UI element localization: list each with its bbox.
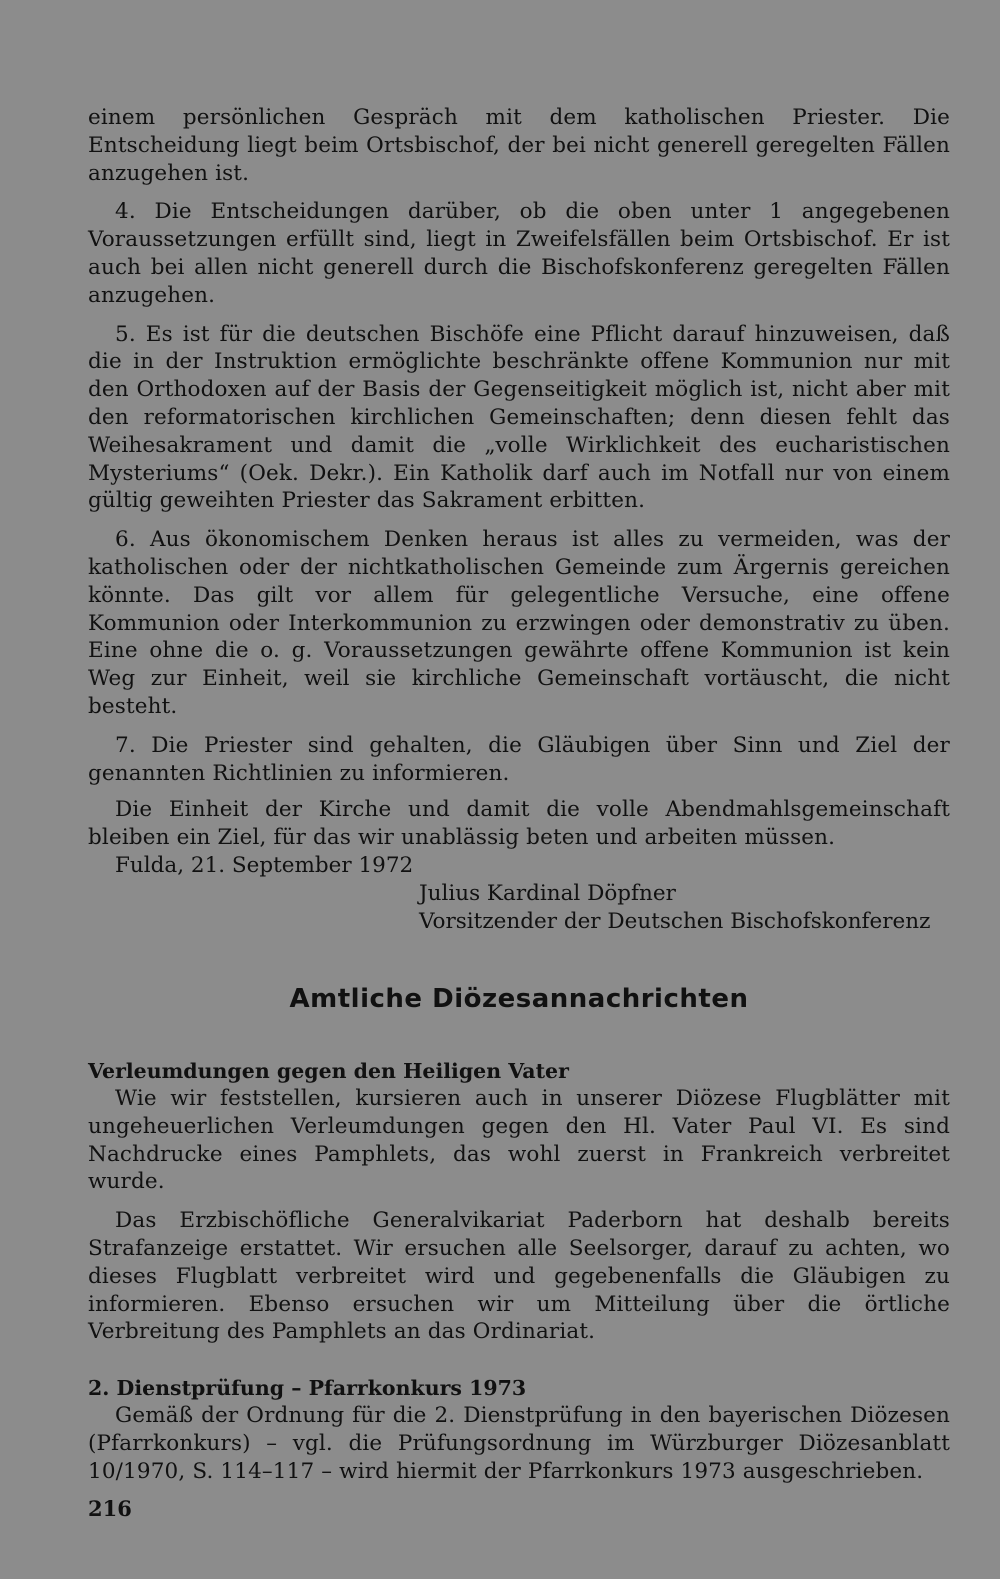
page-number: 216 <box>88 1496 132 1521</box>
page-body <box>88 104 950 1484</box>
article-1-paragraph-2: Das Erzbischöfliche Generalvikariat Paderborn hat deshalb bereits Strafanzeige erstattet. Wir ersuchen alle Seelsorger, darauf zu achten, wo dieses Flugblatt verbreitet wird und gegebenenfalls die Gläubigen zu informieren. Ebenso ersuchen wir um Mitteilung über die örtliche Verbreitung des Pamphlets an das Ordinariat. <box>88 1208 950 1345</box>
paragraph-item-7: 7. Die Priester sind gehalten, die Gläubigen über Sinn und Ziel der genannten Richtlinien zu informieren. <box>88 732 950 786</box>
paragraph-item-5: 5. Es ist für die deutschen Bischöfe eine Pflicht darauf hinzuweisen, daß die in der Instruktion ermöglichte beschränkte offene Kommunion nur mit den Orthodoxen auf der Basis der Gegenseitigkeit möglich ist, nicht aber mit den reformatorischen kirchlichen Gemeinschaften; denn diesen fehlt das Weihesakrament und damit die „volle Wirklichkeit des eucharistischen Mysteriums“ (Oek. Dekr.). Ein Katholik darf auch im Notfall nur von einem gültig geweihten Priester das Sakrament erbitten. <box>88 321 950 514</box>
paragraph-closing: Die Einheit der Kirche und damit die volle Abendmahlsgemeinschaft bleiben ein Ziel, für das wir unablässig beten und arbeiten müssen. <box>88 797 950 851</box>
date-line: Fulda, 21. September 1972 <box>115 852 414 878</box>
section-content <box>88 1057 950 1486</box>
paragraph-continuation: einem persönlichen Gespräch mit dem katholischen Priester. Die Entscheidung liegt beim Ortsbischof, der bei nicht generell geregelten Fällen anzugehen ist. <box>88 105 950 186</box>
article-heading-verleumdungen: Verleumdungen gegen den Heiligen Vater <box>88 1059 569 1083</box>
article-heading-dienstpruefung: 2. Dienstprüfung – Pfarrkonkurs 1973 <box>88 1376 527 1401</box>
paragraph-item-4: 4. Die Entscheidungen darüber, ob die oben unter 1 angegebenen Voraussetzungen erfüllt sind, liegt in Zweifelsfällen beim Ortsbischof. Er ist auch bei allen nicht generell durch die Bischofskonferenz geregelten Fällen anzugehen. <box>88 199 950 308</box>
signature-title: Vorsitzender der Deutschen Bischofskonferenz <box>419 908 931 934</box>
paragraph-item-6: 6. Aus ökonomischem Denken heraus ist alles zu vermeiden, was der katholischen oder der nichtkatholischen Gemeinde zum Ärgernis gereichen könnte. Das gilt vor allem für gelegentliche Versuche, eine offene Kommunion oder Interkommunion zu erzwingen oder demonstrativ zu üben. Eine ohne die o. g. Voraussetzungen gewährte offene Kommunion ist kein Weg zur Einheit, weil sie kirchliche Gemeinschaft vortäuscht, die nicht besteht. <box>88 527 950 719</box>
article-2-paragraph-1: Gemäß der Ordnung für die 2. Dienstprüfung in den bayerischen Diözesen (Pfarrkonkurs) – vgl. die Prüfungsordnung im Würzburger Diözesanblatt 10/1970, S. 114–117 – wird hiermit der Pfarrkonkurs 1973 ausgeschrieben. <box>88 1403 950 1484</box>
article-1-paragraph-1: Wie wir feststellen, kursieren auch in unserer Diözese Flugblätter mit ungeheuerlichen Verleumdungen gegen den Hl. Vater Paul VI. Es sind Nachdrucke eines Pamphlets, das wohl zuerst in Frankreich verbreitet wurde. <box>88 1086 950 1195</box>
section-title: Amtliche Diözesannachrichten <box>289 984 749 1014</box>
signature-name: Julius Kardinal Döpfner <box>419 880 676 906</box>
